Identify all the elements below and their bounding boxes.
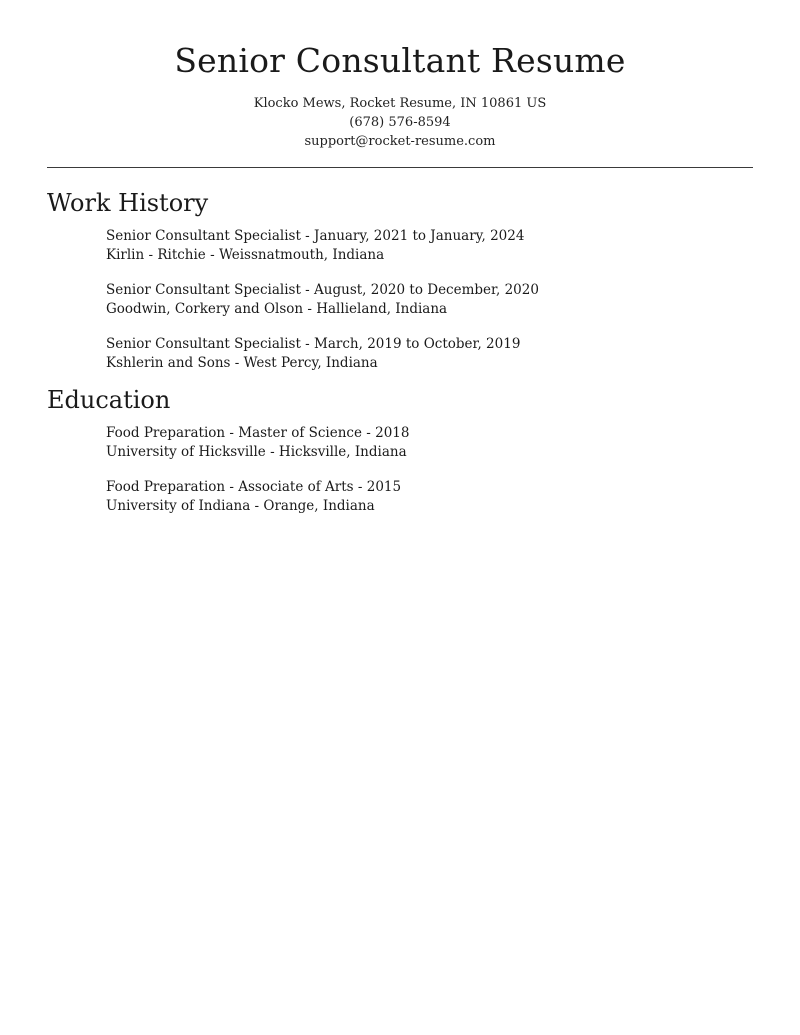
work-entry-title: Senior Consultant Specialist - January, 2021 to January, 2024 bbox=[106, 228, 525, 244]
contact-phone: (678) 576-8594 bbox=[349, 115, 451, 130]
resume-header bbox=[0, 38, 800, 151]
education-entry-school: University of Indiana - Orange, Indiana bbox=[106, 498, 375, 514]
page-title: Senior Consultant Resume bbox=[174, 41, 626, 80]
work-entry bbox=[106, 281, 539, 319]
education-entry bbox=[106, 478, 401, 516]
work-entry-title: Senior Consultant Specialist - March, 2019 to October, 2019 bbox=[106, 336, 521, 352]
contact-email: support@rocket-resume.com bbox=[304, 134, 496, 149]
work-entry-title: Senior Consultant Specialist - August, 2020 to December, 2020 bbox=[106, 282, 539, 298]
work-entry-employer: Kirlin - Ritchie - Weissnatmouth, Indiana bbox=[106, 247, 385, 263]
education-entry-school: University of Hicksville - Hicksville, Indiana bbox=[106, 444, 407, 460]
work-entry-employer: Kshlerin and Sons - West Percy, Indiana bbox=[106, 355, 378, 371]
education-entry bbox=[106, 424, 409, 462]
work-entry bbox=[106, 335, 520, 373]
work-history-heading: Work History bbox=[47, 189, 209, 217]
education-heading: Education bbox=[47, 386, 171, 414]
work-entry-employer: Goodwin, Corkery and Olson - Hallieland, Indiana bbox=[106, 301, 448, 317]
work-entry bbox=[106, 227, 524, 265]
contact-block bbox=[0, 94, 800, 151]
header-divider bbox=[47, 167, 753, 168]
education-entry-degree: Food Preparation - Master of Science - 2018 bbox=[106, 425, 410, 441]
contact-address: Klocko Mews, Rocket Resume, IN 10861 US bbox=[253, 96, 547, 111]
education-entry-degree: Food Preparation - Associate of Arts - 2015 bbox=[106, 479, 402, 495]
